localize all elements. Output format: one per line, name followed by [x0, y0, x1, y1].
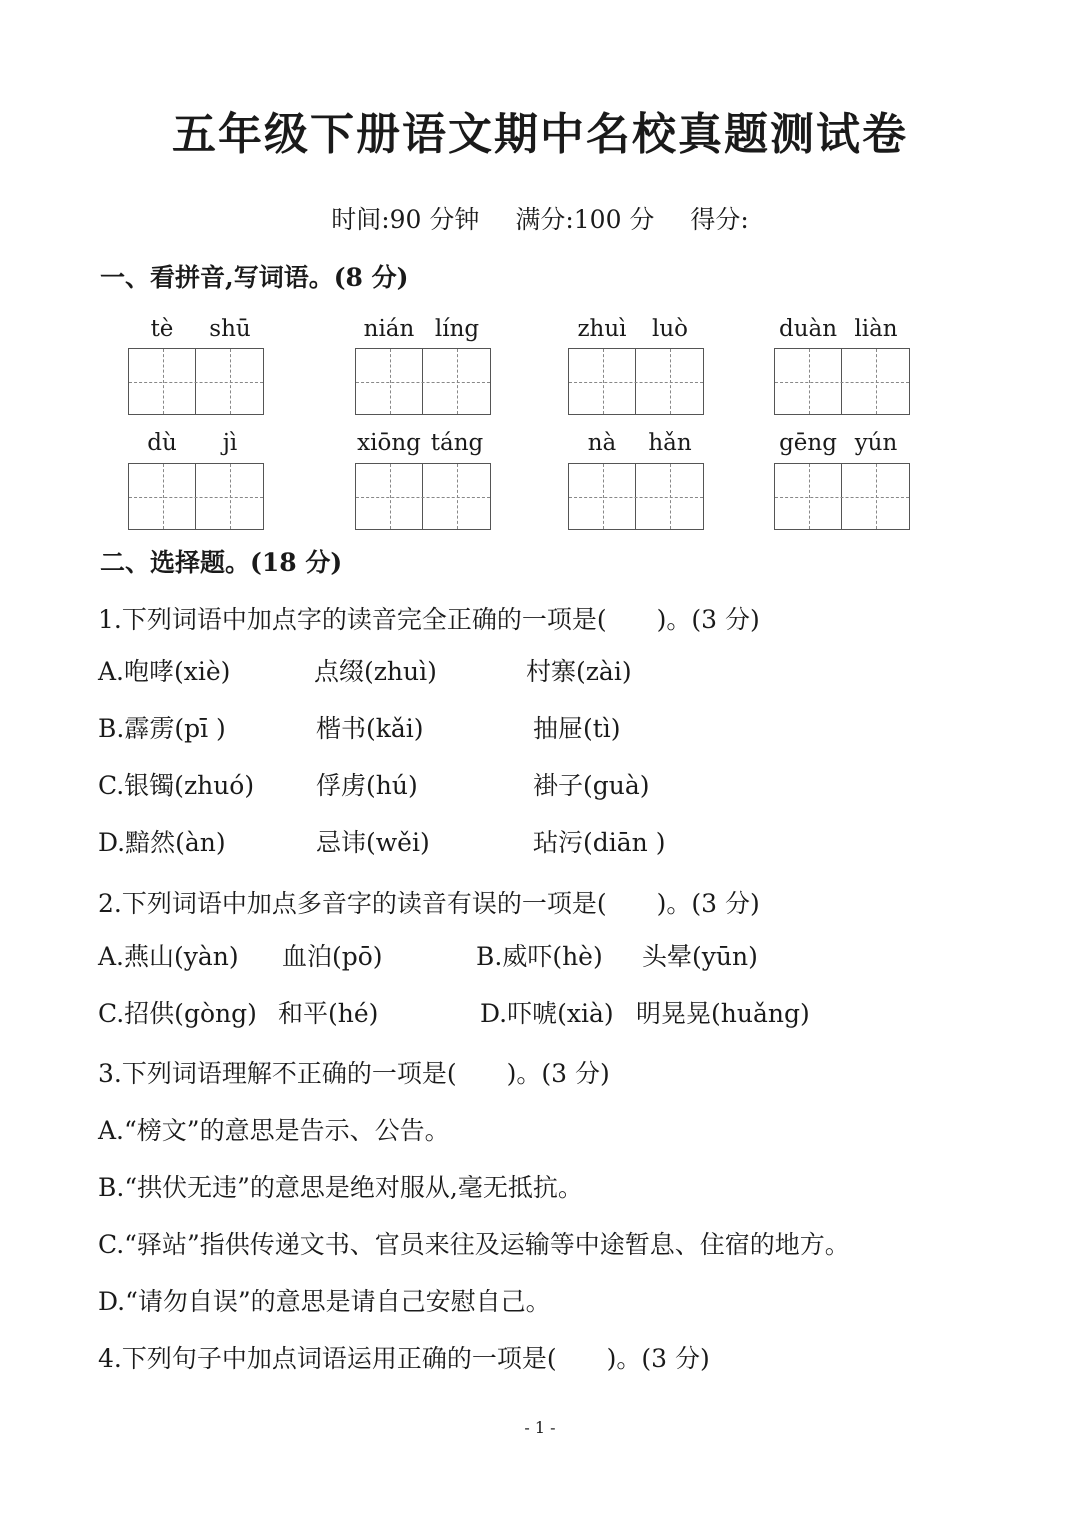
q1-d2: 忌讳(wěi) [316, 828, 430, 857]
tianzige-box[interactable] [128, 348, 264, 415]
q1-b3: 抽屉(tì) [533, 714, 621, 743]
pinyin-syllable: nà [587, 430, 617, 456]
q1-a1: A.咆哮(xiè) [98, 657, 231, 686]
tianzige-box[interactable] [568, 463, 704, 530]
q1-c1: C.银镯(zhuó) [98, 771, 255, 800]
q2-a1: A.燕山(yàn) [98, 942, 239, 971]
q2-stem: 2.下列词语中加点多音字的读音有误的一项是( )。(3 分) [98, 889, 760, 918]
pinyin-syllable: tè [150, 316, 174, 342]
pinyin-syllable: liàn [854, 316, 898, 342]
time-info: 时间:90 分钟 [331, 205, 480, 234]
pinyin-syllable: luò [651, 316, 689, 342]
pinyin-syllable: nián [363, 316, 415, 342]
q2-b1: B.威吓(hè) [476, 942, 603, 971]
q1-c3: 褂子(guà) [533, 771, 650, 800]
q3-option-c: C.“驿站”指供传递文书、官员来往及运输等中途暂息、住宿的地方。 [98, 1230, 850, 1259]
q2-b2: 头晕(yūn) [642, 942, 758, 971]
pinyin-syllable: zhuì [577, 316, 627, 342]
pinyin-syllable: dù [147, 430, 177, 456]
q1-b1: B.霹雳(pī ) [98, 714, 226, 743]
pinyin-syllable: xiōng [357, 430, 421, 456]
q3-option-b: B.“拱伏无违”的意思是绝对服从,毫无抵抗。 [98, 1173, 583, 1202]
tianzige-box[interactable] [128, 463, 264, 530]
q3-stem: 3.下列词语理解不正确的一项是( )。(3 分) [98, 1059, 610, 1088]
pinyin-syllable: duàn [778, 316, 838, 342]
pinyin-syllable: gēng [779, 430, 837, 456]
q3-option-d: D.“请勿自误”的意思是请自己安慰自己。 [98, 1287, 551, 1316]
pinyin-syllable: yún [854, 430, 898, 456]
q3-option-a: A.“榜文”的意思是告示、公告。 [98, 1116, 450, 1145]
pinyin-syllable: jì [222, 430, 238, 456]
pinyin-syllable: táng [430, 430, 484, 456]
q2-d1: D.吓唬(xià) [480, 999, 614, 1028]
q1-c2: 俘虏(hú) [316, 771, 418, 800]
q2-a2: 血泊(pō) [282, 942, 383, 971]
q1-b2: 楷书(kǎi) [316, 714, 424, 743]
tianzige-box[interactable] [774, 463, 910, 530]
exam-info [0, 200, 1080, 236]
q1-stem: 1.下列词语中加点字的读音完全正确的一项是( )。(3 分) [98, 605, 760, 634]
score-info: 得分: [690, 205, 749, 234]
full-score-info: 满分:100 分 [515, 205, 655, 234]
q1-d1: D.黯然(àn) [98, 828, 226, 857]
page-title: 五年级下册语文期中名校真题测试卷 [172, 109, 908, 160]
q4-stem: 4.下列句子中加点词语运用正确的一项是( )。(3 分) [98, 1344, 710, 1373]
q2-c1: C.招供(gòng) [98, 999, 257, 1028]
tianzige-box[interactable] [355, 463, 491, 530]
tianzige-box[interactable] [568, 348, 704, 415]
tianzige-box[interactable] [774, 348, 910, 415]
pinyin-syllable: hǎn [648, 430, 692, 456]
q2-d2: 明晃晃(huǎng) [636, 999, 810, 1028]
pinyin-syllable: líng [434, 316, 480, 342]
section1-heading: 一、看拼音,写词语。(8 分) [100, 263, 409, 292]
tianzige-box[interactable] [355, 348, 491, 415]
q1-a3: 村寨(zài) [526, 657, 632, 686]
q1-d3: 玷污(diān ) [533, 828, 666, 857]
page-number: - 1 - [524, 1418, 556, 1437]
q1-a2: 点缀(zhuì) [314, 657, 437, 686]
section2-heading: 二、选择题。(18 分) [100, 548, 343, 577]
pinyin-syllable: shū [209, 316, 251, 342]
q2-c2: 和平(hé) [278, 999, 379, 1028]
